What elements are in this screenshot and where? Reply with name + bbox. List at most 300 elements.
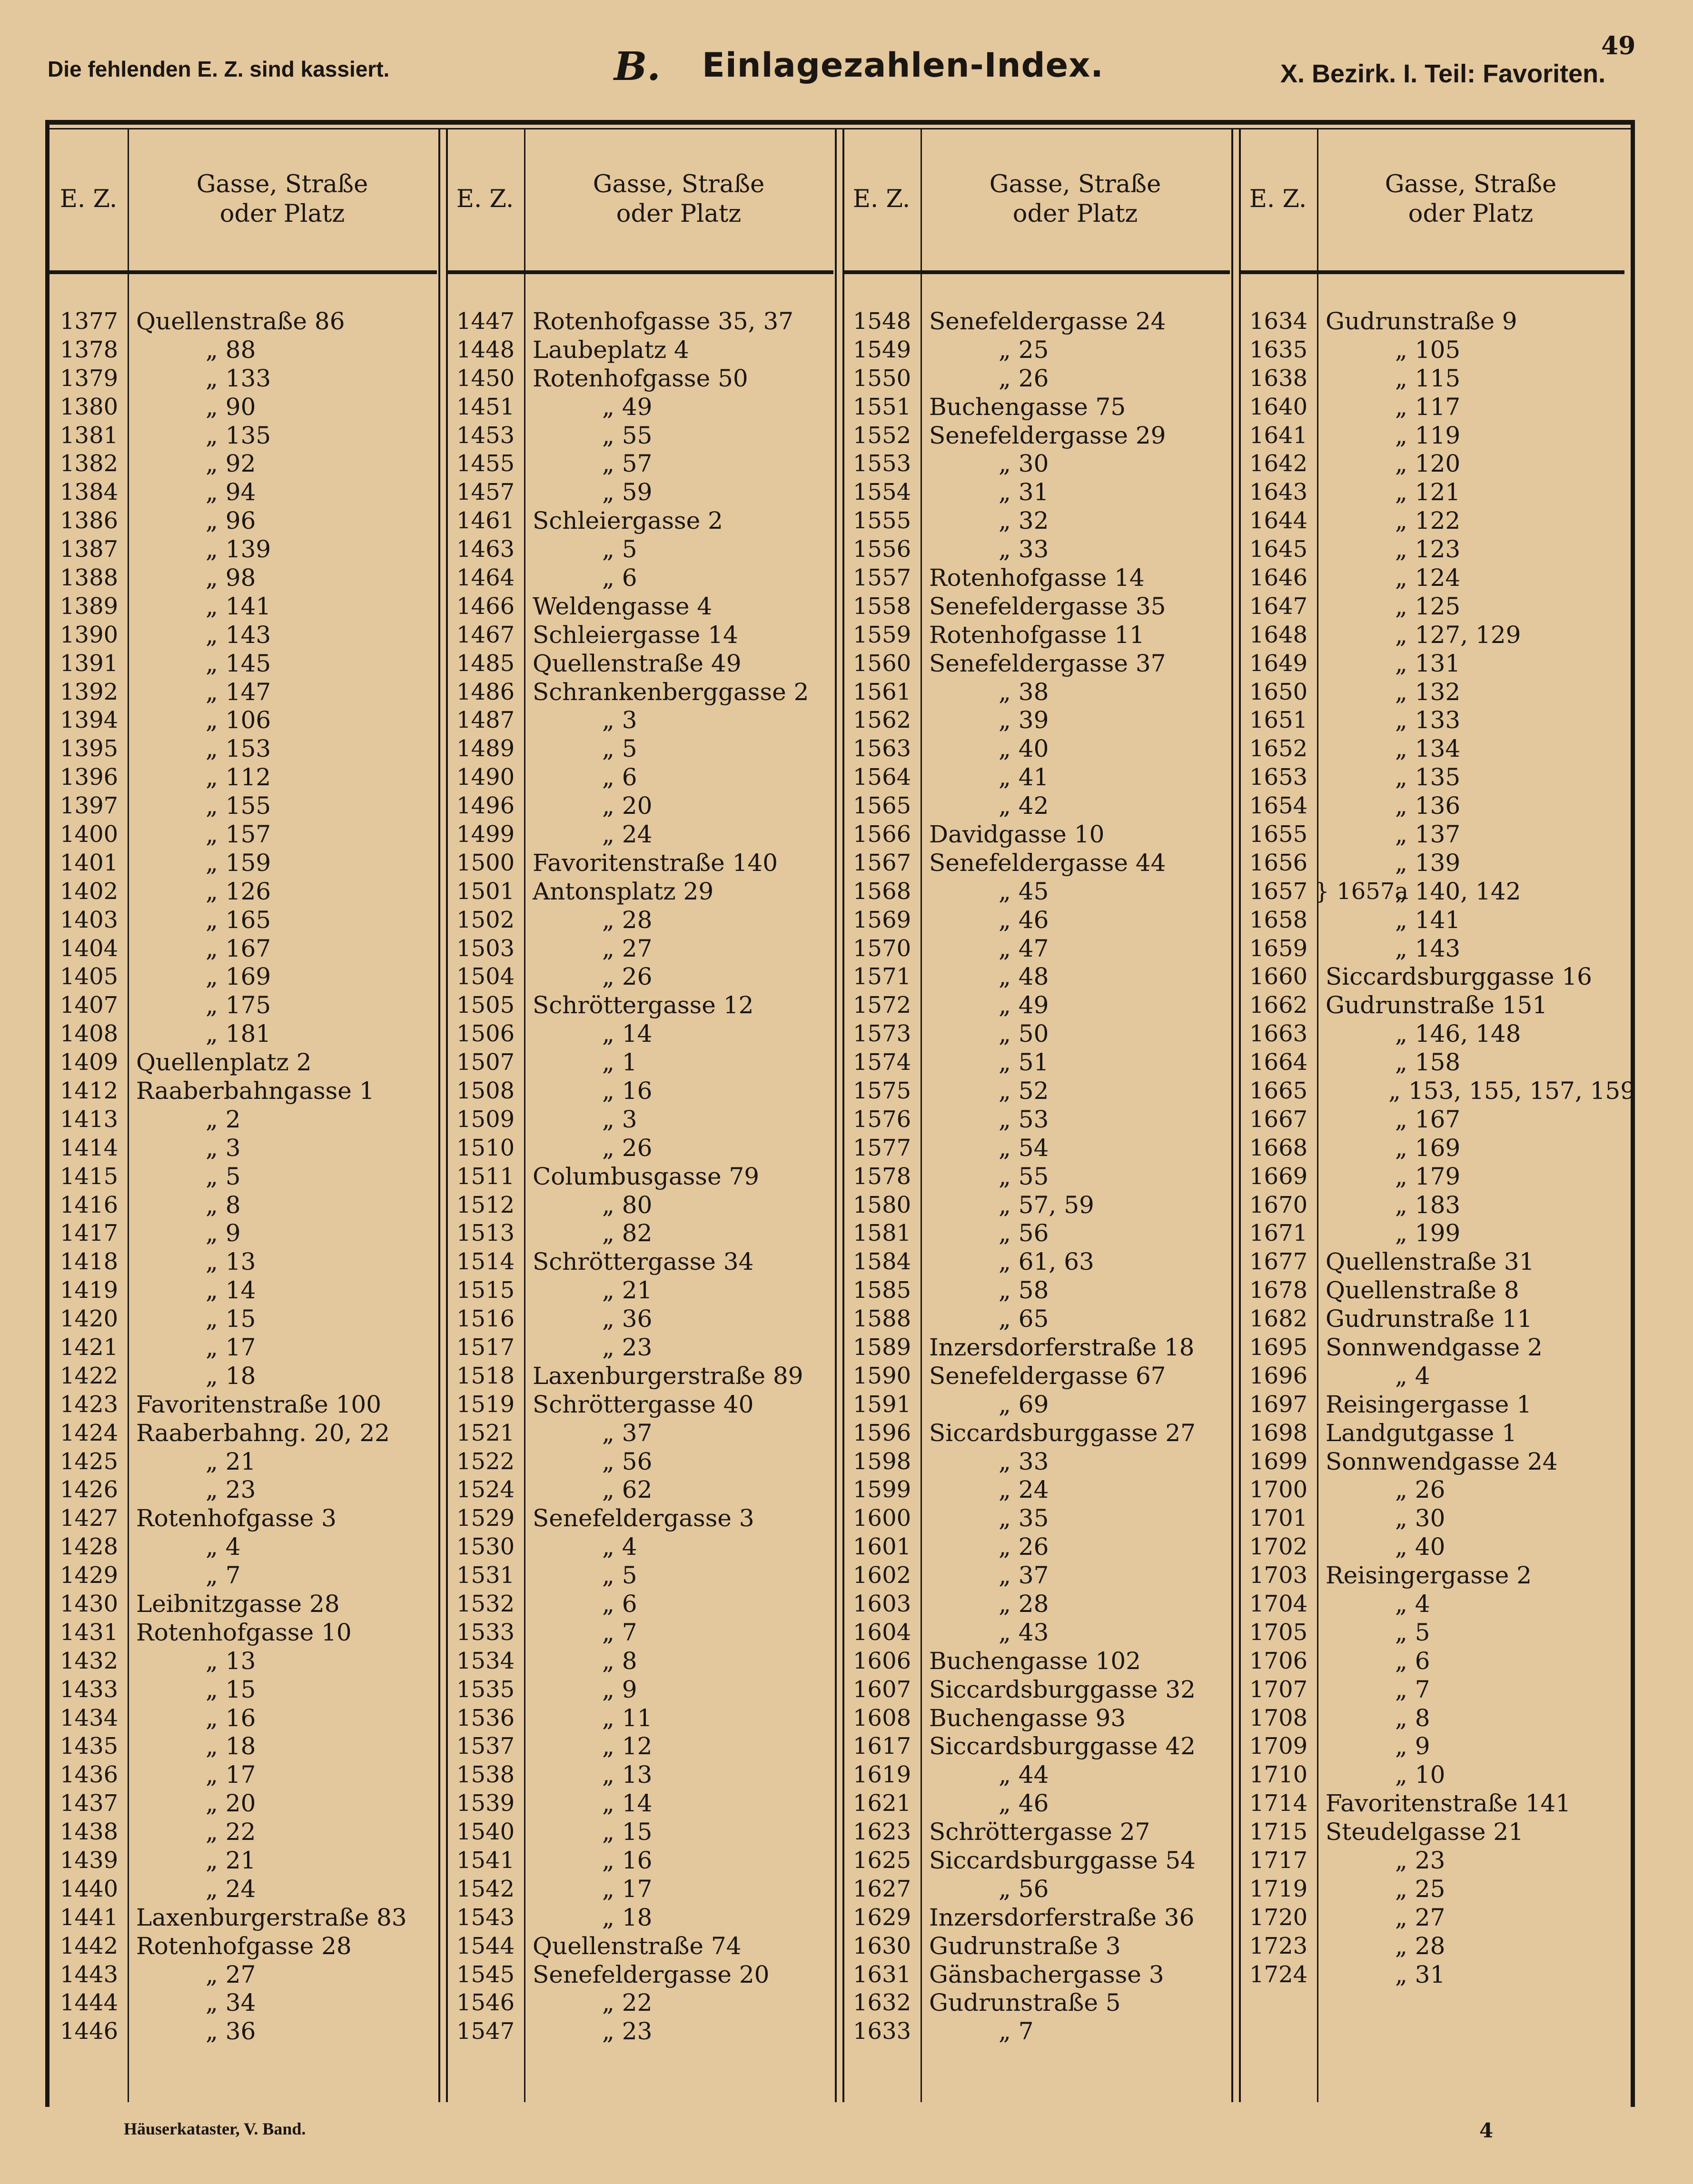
ez-number: 1503 <box>456 935 515 962</box>
ez-number: 1598 <box>853 1448 911 1475</box>
street-entry: Siccardsburggasse 32 <box>929 1675 1196 1703</box>
street-entry: „ 53 <box>999 1105 1049 1133</box>
ez-number: 1500 <box>456 849 515 876</box>
street-entry: Gudrunstraße 151 <box>1326 991 1548 1019</box>
table-row <box>1239 1304 1624 1333</box>
table-row <box>842 1846 1230 1875</box>
table-row <box>446 820 833 849</box>
table-row <box>842 1818 1230 1846</box>
table-row <box>446 1789 833 1818</box>
street-entry: Quellenstraße 8 <box>1326 1276 1519 1304</box>
street-entry: „ 31 <box>1395 1960 1445 1988</box>
street-entry: Davidgasse 10 <box>929 820 1105 848</box>
table-row <box>1239 991 1624 1019</box>
street-entry: „ 46 <box>999 1789 1049 1818</box>
street-entry: Laubeplatz 4 <box>533 336 689 364</box>
ez-number: 1485 <box>456 650 515 677</box>
table-row <box>50 1590 437 1618</box>
header-rule <box>446 270 833 274</box>
street-header-line2: oder Platz <box>1408 200 1534 228</box>
ez-number: 1573 <box>853 1020 911 1048</box>
table-row <box>50 678 437 706</box>
street-entry: „ 16 <box>206 1704 256 1732</box>
table-row <box>446 1419 833 1447</box>
table-row <box>1239 1276 1624 1304</box>
table-row <box>50 962 437 991</box>
street-entry: Siccardsburggasse 27 <box>929 1419 1196 1447</box>
table-row <box>446 1846 833 1875</box>
table-row <box>446 1276 833 1304</box>
ez-number: 1544 <box>456 1932 515 1959</box>
street-entry: „ 131 <box>1395 649 1461 677</box>
table-row <box>1239 1105 1624 1134</box>
table-row <box>1239 1590 1624 1618</box>
street-entry: Columbusgasse 79 <box>533 1162 760 1190</box>
street-entry: „ 117 <box>1395 393 1461 421</box>
ez-number: 1509 <box>456 1106 515 1133</box>
street-entry: „ 5 <box>206 1162 241 1190</box>
ez-number: 1701 <box>1249 1505 1308 1532</box>
ez-number: 1705 <box>1249 1619 1308 1646</box>
street-entry: „ 31 <box>999 478 1049 506</box>
table-row <box>446 1760 833 1789</box>
street-entry: Rotenhofgasse 11 <box>929 621 1145 649</box>
ez-number: 1437 <box>60 1790 119 1817</box>
table-row <box>50 1162 437 1191</box>
street-entry: „ 3 <box>602 706 637 734</box>
street-entry: „ 23 <box>602 1334 653 1361</box>
ez-number: 1390 <box>60 621 119 648</box>
table-row <box>1239 1077 1636 1105</box>
table-row <box>446 649 833 678</box>
ez-header <box>446 128 524 270</box>
street-entry: Senefeldergasse 20 <box>533 1960 770 1988</box>
street-entry: „ 143 <box>206 621 271 649</box>
table-row <box>50 1134 437 1162</box>
ez-number: 1724 <box>1249 1961 1308 1988</box>
table-row <box>1239 1903 1624 1932</box>
ez-number: 1395 <box>60 735 119 762</box>
table-row <box>446 449 833 478</box>
table-column-group <box>1239 128 1636 2102</box>
table-row <box>446 1504 833 1532</box>
ez-number: 1663 <box>1249 1020 1308 1048</box>
ez-number: 1499 <box>456 820 515 848</box>
ez-number: 1677 <box>1249 1248 1308 1275</box>
ez-number: 1433 <box>60 1676 119 1703</box>
street-entry: „ 16 <box>602 1077 653 1105</box>
street-entry: „ 199 <box>1395 1219 1461 1247</box>
street-entry: Quellenplatz 2 <box>136 1048 312 1077</box>
ez-number: 1574 <box>853 1049 911 1076</box>
ez-number: 1667 <box>1249 1106 1308 1133</box>
ez-number: 1522 <box>456 1448 515 1475</box>
table-row <box>1239 1333 1624 1362</box>
ez-number: 1635 <box>1249 336 1308 363</box>
table-row <box>50 563 437 592</box>
table-row <box>50 307 437 336</box>
street-entry: Favoritenstraße 140 <box>533 849 778 877</box>
table-row <box>50 1247 437 1276</box>
table-row <box>50 1704 437 1732</box>
street-entry: „ 106 <box>206 706 271 734</box>
street-entry: „ 141 <box>206 592 271 620</box>
header-left-note: Die fehlenden E. Z. sind kassiert. <box>48 57 390 81</box>
street-entry: „ 9 <box>1395 1732 1430 1760</box>
table-row <box>446 1247 833 1276</box>
ez-number: 1603 <box>853 1591 911 1618</box>
ez-header-label: E. Z. <box>59 185 118 213</box>
ez-number: 1562 <box>853 707 911 734</box>
ez-number: 1617 <box>853 1733 911 1760</box>
ez-number: 1417 <box>60 1220 119 1247</box>
table-row <box>446 791 833 820</box>
table-row <box>446 1903 833 1932</box>
section-letter: B. <box>614 44 661 89</box>
table-row <box>842 849 1230 877</box>
street-entry: „ 9 <box>206 1219 241 1247</box>
ez-number: 1464 <box>456 564 515 591</box>
ez-number: 1719 <box>1249 1875 1308 1902</box>
ez-number: 1451 <box>456 393 515 420</box>
street-entry: „ 133 <box>1395 706 1461 734</box>
ez-number: 1380 <box>60 393 119 420</box>
ez-number: 1553 <box>853 450 911 477</box>
table-row <box>842 1048 1230 1077</box>
ez-number: 1467 <box>456 621 515 648</box>
ez-number: 1537 <box>456 1733 515 1760</box>
street-entry: „ 8 <box>206 1191 241 1219</box>
table-row <box>446 934 833 963</box>
table-row <box>446 1618 833 1647</box>
street-entry: „ 139 <box>206 535 271 563</box>
street-entry: „ 137 <box>1395 820 1461 848</box>
table-row <box>842 1219 1230 1248</box>
table-row <box>842 1304 1230 1333</box>
ez-number: 1536 <box>456 1704 515 1731</box>
table-row <box>1239 820 1624 849</box>
ez-number: 1656 <box>1249 849 1308 876</box>
street-entry: „ 33 <box>999 1447 1049 1475</box>
street-entry: „ 69 <box>999 1390 1049 1418</box>
ez-number: 1442 <box>60 1932 119 1959</box>
table-row <box>446 1105 833 1134</box>
street-entry: „ 24 <box>999 1476 1049 1504</box>
street-entry: „ 13 <box>602 1761 653 1789</box>
ez-number: 1570 <box>853 935 911 962</box>
street-entry: „ 22 <box>602 1989 653 2017</box>
page-title: Einlagezahlen-Index. <box>702 46 1104 85</box>
ez-number: 1552 <box>853 422 911 449</box>
table-row <box>446 1960 833 1989</box>
street-entry: Senefeldergasse 35 <box>929 592 1166 620</box>
ez-number: 1511 <box>456 1163 515 1190</box>
street-entry: Rotenhofgasse 50 <box>533 364 748 392</box>
ez-number: 1420 <box>60 1305 119 1333</box>
street-entry: „ 155 <box>206 792 271 820</box>
table-row <box>842 1362 1230 1390</box>
street-entry: „ 18 <box>602 1903 653 1931</box>
street-entry: Weldengasse 4 <box>533 592 713 620</box>
table-row <box>842 1561 1230 1590</box>
street-entry: „ 25 <box>1395 1875 1445 1903</box>
ez-number: 1381 <box>60 422 119 449</box>
ez-number: 1510 <box>456 1134 515 1161</box>
table-row <box>446 734 833 763</box>
street-entry: Leibnitzgasse 28 <box>136 1590 340 1618</box>
table-row <box>842 1419 1230 1447</box>
table-row <box>50 877 437 906</box>
table-row <box>446 1590 833 1618</box>
street-header <box>921 128 1230 270</box>
table-row <box>446 506 833 535</box>
street-entry: Sonnwendgasse 24 <box>1326 1447 1558 1475</box>
street-entry: Senefeldergasse 44 <box>929 849 1166 877</box>
ez-number: 1664 <box>1249 1049 1308 1076</box>
street-entry: Schrankenberggasse 2 <box>533 678 809 706</box>
street-entry: „ 9 <box>602 1675 637 1703</box>
street-entry: Schröttergasse 40 <box>533 1390 754 1418</box>
ez-number: 1402 <box>60 878 119 905</box>
ez-number: 1427 <box>60 1505 119 1532</box>
table-row <box>842 336 1230 364</box>
ez-number: 1448 <box>456 336 515 363</box>
table-row <box>1239 307 1624 336</box>
street-entry: „ 56 <box>999 1875 1049 1903</box>
street-entry: Rotenhofgasse 14 <box>929 563 1145 592</box>
street-entry: Quellenstraße 74 <box>533 1932 742 1960</box>
ez-number: 1632 <box>853 1989 911 2016</box>
street-entry: Laxenburgerstraße 83 <box>136 1903 407 1931</box>
street-entry: Inzersdorferstraße 36 <box>929 1903 1195 1931</box>
street-entry: Buchengasse 75 <box>929 393 1126 421</box>
street-entry: „ 6 <box>602 563 637 592</box>
ez-number: 1382 <box>60 450 119 477</box>
street-entry: Reisingergasse 2 <box>1326 1561 1532 1590</box>
street-entry: „ 40 <box>999 735 1049 763</box>
ez-number: 1529 <box>456 1505 515 1532</box>
street-entry: „ 139 <box>1395 849 1461 877</box>
ez-number: 1384 <box>60 479 119 506</box>
table-row <box>50 1846 437 1875</box>
table-row <box>446 906 833 934</box>
table-row <box>1239 678 1624 706</box>
table-row <box>842 1675 1230 1704</box>
ez-number: 1619 <box>853 1761 911 1789</box>
ez-number: 1514 <box>456 1248 515 1275</box>
ez-number: 1668 <box>1249 1134 1308 1161</box>
ez-number: 1542 <box>456 1875 515 1902</box>
ez-number: 1566 <box>853 820 911 848</box>
table-row <box>50 449 437 478</box>
ez-number: 1419 <box>60 1277 119 1304</box>
ez-number: 1532 <box>456 1591 515 1618</box>
ez-header <box>842 128 921 270</box>
ez-number: 1545 <box>456 1961 515 1988</box>
table-row <box>1239 649 1624 678</box>
table-row <box>50 1048 437 1077</box>
table-row <box>446 1561 833 1590</box>
table-row <box>446 1704 833 1732</box>
ez-number: 1415 <box>60 1163 119 1190</box>
table-row <box>1239 364 1624 393</box>
ez-header-label: E. Z. <box>1249 185 1307 213</box>
ez-number: 1658 <box>1249 906 1308 933</box>
ez-number: 1507 <box>456 1049 515 1076</box>
street-entry: Schröttergasse 12 <box>533 991 754 1019</box>
table-row <box>50 1191 437 1219</box>
ez-number: 1606 <box>853 1647 911 1674</box>
ez-number: 1429 <box>60 1562 119 1589</box>
ez-number: 1588 <box>853 1305 911 1333</box>
street-entry: „ 153 <box>206 735 271 763</box>
table-row <box>842 1105 1230 1134</box>
street-entry: Senefeldergasse 3 <box>533 1504 754 1532</box>
table-row <box>1239 1476 1624 1504</box>
street-entry: „ 7 <box>206 1561 241 1590</box>
table-column-group <box>50 128 437 2102</box>
table-row <box>446 2017 833 2046</box>
ez-number: 1504 <box>456 963 515 990</box>
ez-number: 1388 <box>60 564 119 591</box>
street-header-line2: oder Platz <box>219 200 345 228</box>
street-entry: „ 18 <box>206 1732 256 1760</box>
table-row <box>1239 1932 1624 1960</box>
street-entry: „ 98 <box>206 563 256 592</box>
ez-number: 1695 <box>1249 1334 1308 1361</box>
street-entry: „ 159 <box>206 849 271 877</box>
ez-number: 1502 <box>456 906 515 933</box>
footer-left: Häuserkataster, V. Band. <box>124 2119 306 2138</box>
ez-number: 1575 <box>853 1077 911 1104</box>
street-entry: Inzersdorferstraße 18 <box>929 1334 1195 1361</box>
table-row <box>50 535 437 563</box>
street-entry: Gudrunstraße 3 <box>929 1932 1121 1960</box>
street-entry: Gänsbachergasse 3 <box>929 1960 1164 1988</box>
ez-number: 1634 <box>1249 307 1308 335</box>
ez-number: 1412 <box>60 1077 119 1104</box>
table-row <box>842 1704 1230 1732</box>
ez-number: 1723 <box>1249 1932 1308 1959</box>
table-row <box>1239 1561 1624 1590</box>
table-row <box>842 1989 1230 2017</box>
table-row <box>50 991 437 1019</box>
ez-number: 1430 <box>60 1591 119 1618</box>
ez-header-label: E. Z. <box>456 185 514 213</box>
ez-number: 1434 <box>60 1704 119 1731</box>
street-entry: „ 121 <box>1395 478 1461 506</box>
table-row <box>842 1333 1230 1362</box>
street-entry: „ 49 <box>602 393 653 421</box>
street-entry: „ 14 <box>206 1276 256 1304</box>
street-entry: „ 179 <box>1395 1162 1461 1190</box>
header-rule <box>1239 270 1624 274</box>
street-entry: „ 124 <box>1395 563 1461 592</box>
ez-number: 1706 <box>1249 1647 1308 1674</box>
ez-number: 1698 <box>1249 1419 1308 1446</box>
ez-number: 1414 <box>60 1134 119 1161</box>
table-row <box>1239 1618 1624 1647</box>
street-entry: „ 16 <box>602 1847 653 1875</box>
ez-number: 1387 <box>60 536 119 563</box>
street-entry: „ 7 <box>999 2017 1034 2046</box>
table-row <box>446 535 833 563</box>
table-row <box>842 1732 1230 1761</box>
ez-number: 1443 <box>60 1961 119 1988</box>
ez-number: 1554 <box>853 479 911 506</box>
table-column-group <box>842 128 1230 2102</box>
street-entry: „ 27 <box>1395 1903 1445 1931</box>
ez-number: 1700 <box>1249 1476 1308 1503</box>
street-entry: „ 56 <box>602 1447 653 1475</box>
table-row <box>1239 1247 1624 1276</box>
table-row <box>1239 1960 1624 1989</box>
ez-number: 1564 <box>853 764 911 791</box>
ez-number: 1444 <box>60 1989 119 2016</box>
ez-number: 1557 <box>853 564 911 591</box>
table-row <box>50 820 437 849</box>
street-entry: „ 6 <box>602 1590 637 1618</box>
ez-number: 1418 <box>60 1248 119 1275</box>
street-entry: „ 36 <box>206 2017 256 2046</box>
street-entry: „ 58 <box>999 1276 1049 1304</box>
ez-number: 1565 <box>853 792 911 820</box>
street-entry: „ 21 <box>206 1447 256 1475</box>
street-entry: Quellenstraße 31 <box>1326 1248 1535 1276</box>
street-entry: „ 3 <box>206 1134 241 1162</box>
table-row <box>1239 1789 1624 1818</box>
table-row <box>50 791 437 820</box>
table-row <box>842 506 1230 535</box>
street-entry: „ 47 <box>999 934 1049 962</box>
street-entry: „ 183 <box>1395 1191 1461 1219</box>
street-entry: „ 51 <box>999 1048 1049 1077</box>
street-entry: „ 52 <box>999 1077 1049 1105</box>
ez-number: 1396 <box>60 764 119 791</box>
table-row <box>50 1618 437 1647</box>
ez-number: 1650 <box>1249 678 1308 705</box>
ez-number: 1599 <box>853 1476 911 1503</box>
table-row <box>1239 1048 1624 1077</box>
street-entry: „ 41 <box>999 763 1049 791</box>
street-entry: „ 10 <box>1395 1761 1445 1789</box>
table-row <box>446 364 833 393</box>
street-entry: „ 32 <box>999 507 1049 535</box>
street-entry: Siccardsburggasse 54 <box>929 1847 1196 1875</box>
table-row <box>842 1447 1230 1476</box>
street-entry: „ 123 <box>1395 535 1461 563</box>
street-entry: „ 4 <box>602 1533 637 1561</box>
street-entry: „ 24 <box>602 820 653 848</box>
table-row <box>1239 478 1624 506</box>
table-row <box>842 364 1230 393</box>
street-entry: „ 40 <box>1395 1533 1445 1561</box>
street-entry: „ 146, 148 <box>1395 1020 1521 1048</box>
table-row <box>446 307 833 336</box>
table-row <box>446 393 833 421</box>
ez-number: 1708 <box>1249 1704 1308 1731</box>
table-column-group <box>446 128 833 2102</box>
street-entry: „ 26 <box>1395 1476 1445 1504</box>
street-entry: „ 94 <box>206 478 256 506</box>
street-entry: Gudrunstraße 11 <box>1326 1305 1533 1333</box>
ez-number: 1403 <box>60 906 119 933</box>
street-entry: „ 20 <box>602 792 653 820</box>
table-row <box>1239 706 1624 734</box>
street-entry: Quellenstraße 49 <box>533 649 742 677</box>
table-row <box>446 1219 833 1248</box>
street-entry: „ 8 <box>602 1647 637 1675</box>
